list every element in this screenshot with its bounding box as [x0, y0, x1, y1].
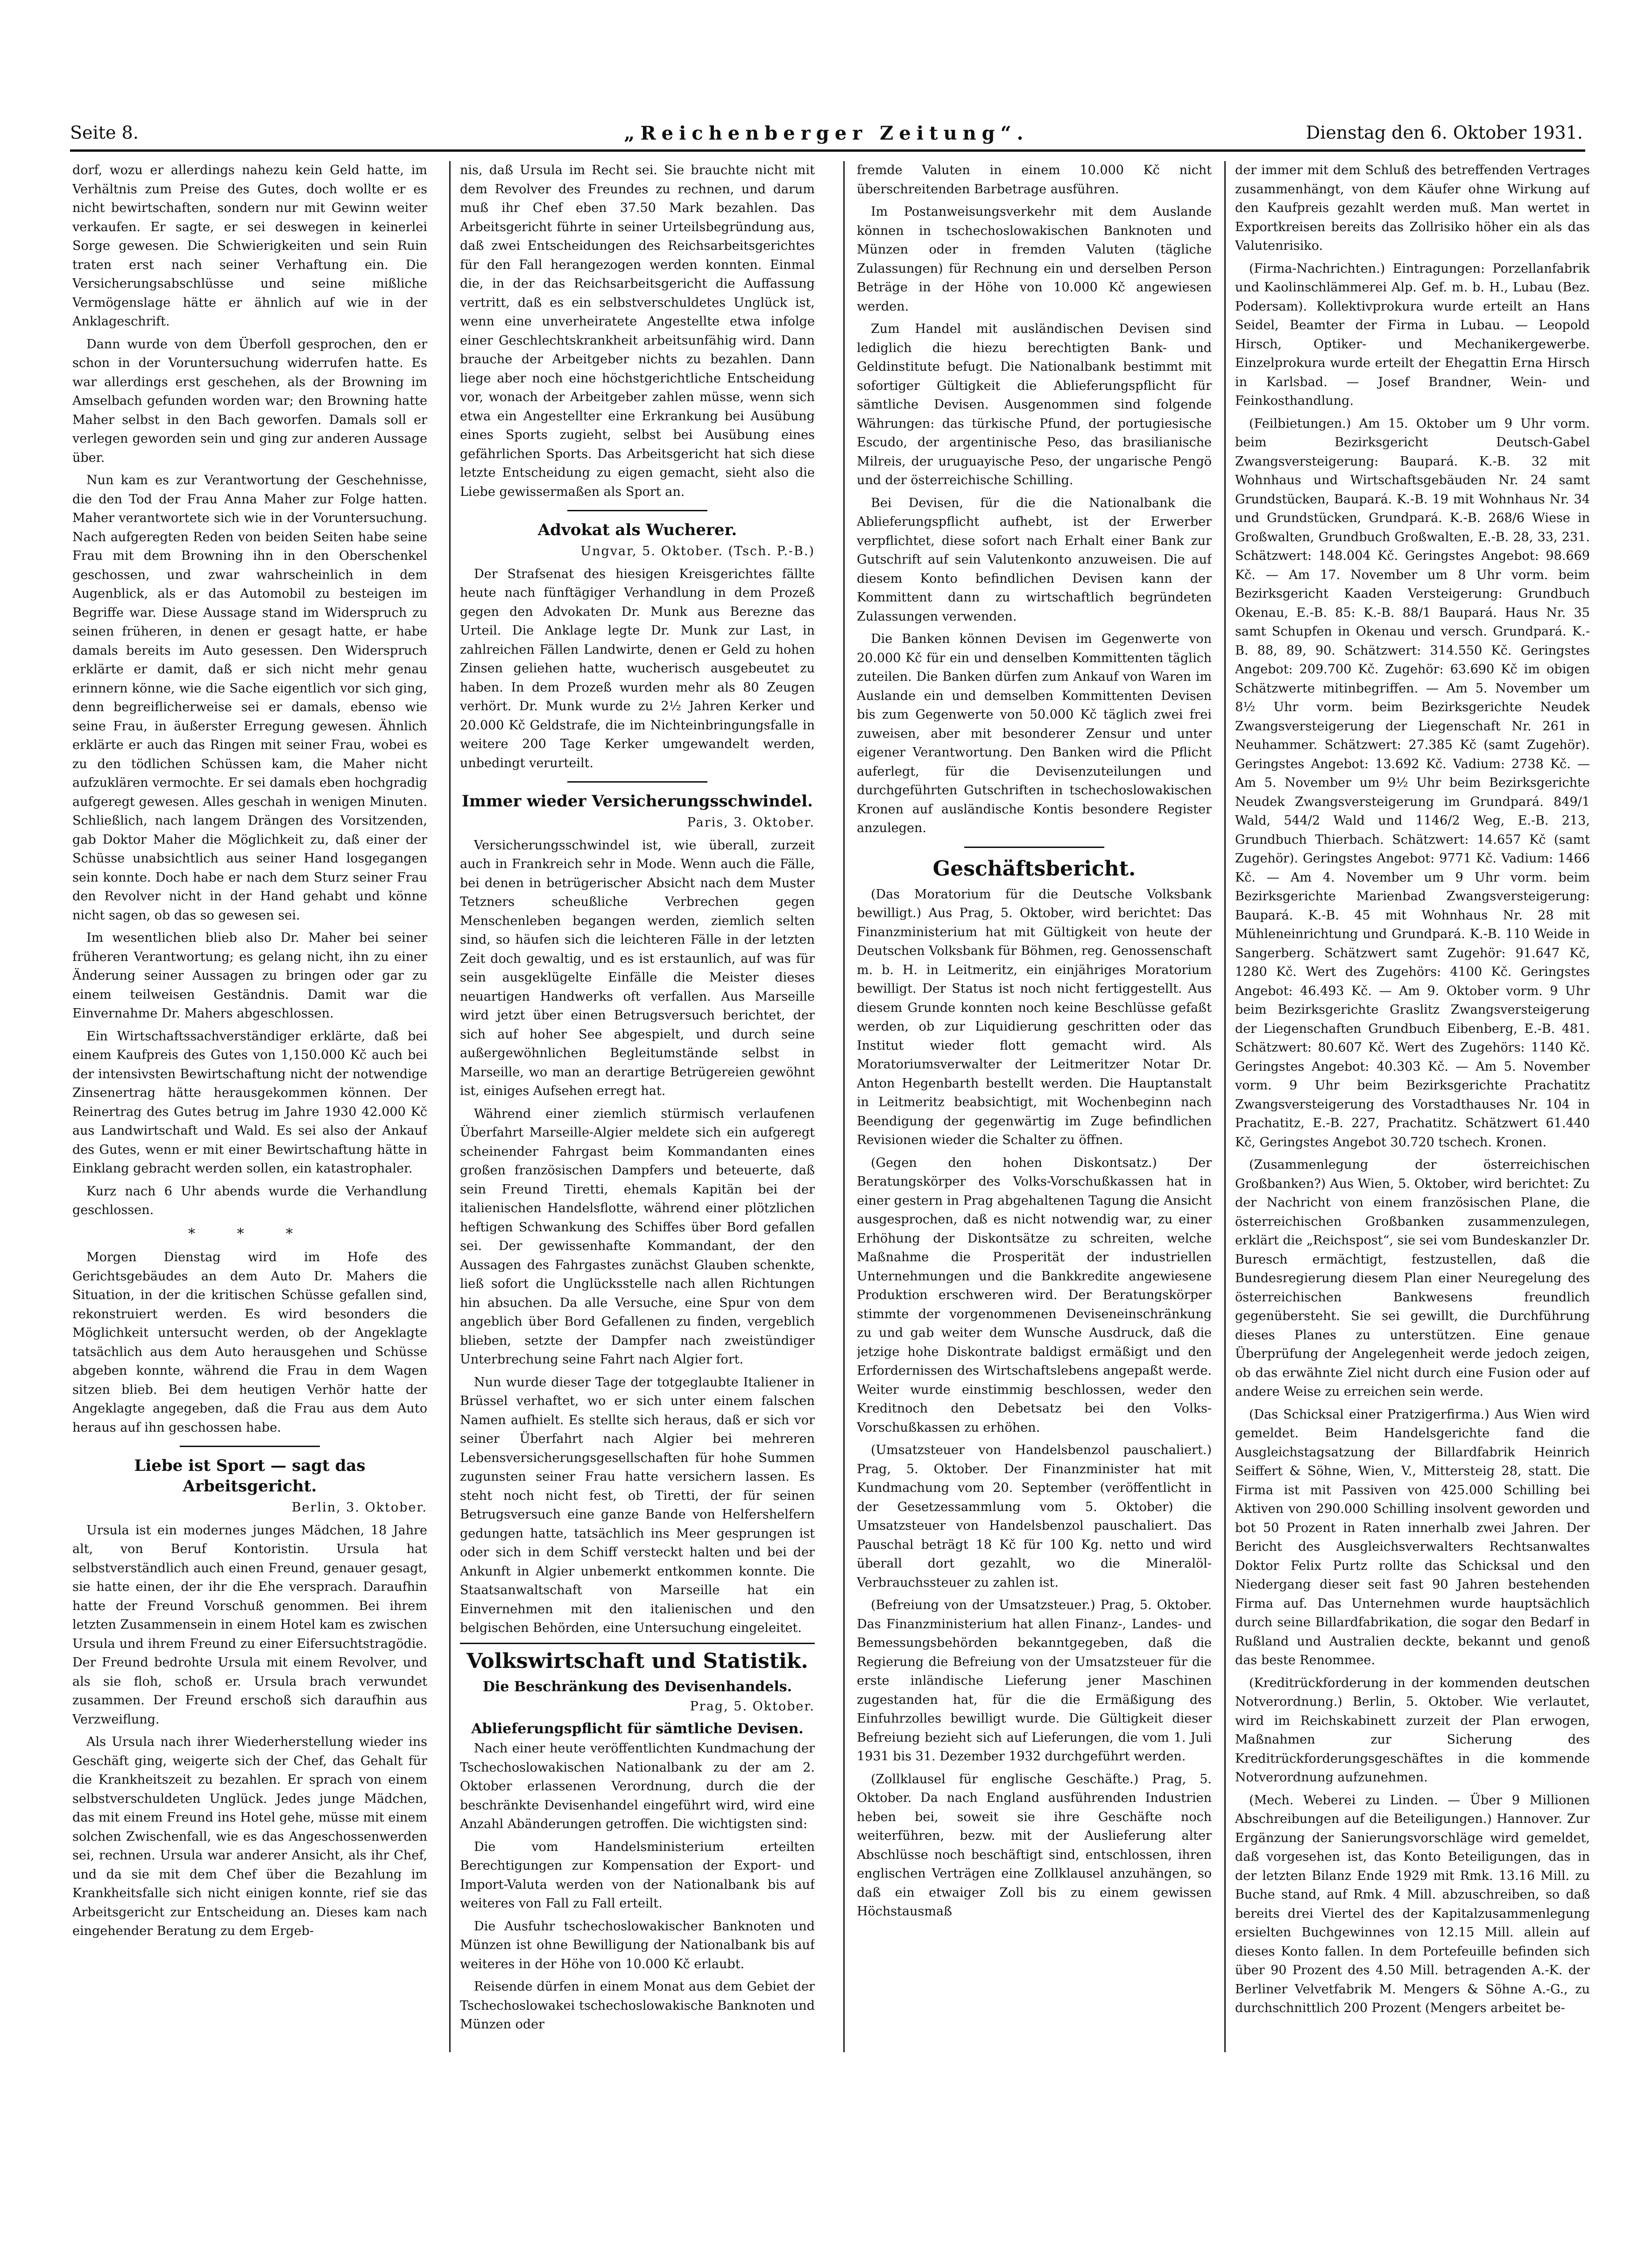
dateline: Berlin, 3. Oktober. [291, 1500, 427, 1515]
article-separator [567, 781, 707, 783]
article-headline: Liebe ist Sport — sagt das Arbeitsgericht. [134, 1456, 366, 1496]
article-paragraph: der immer mit dem Schluß des betreffenden Vertrages zusammenhängt, von dem Käufer ohne Wirkung auf den Kaufpreis gezahlt werden muß. Man wertet in Exportkreisen bereits das Zollrisiko höher ein als das Valutenrisiko. [1235, 163, 1590, 253]
article-paragraph: Versicherungsschwindel ist, wie überall, zurzeit auch in Frankreich sehr in Mode. Wenn auch die Fälle, bei denen in betrügerischer Absicht nach dem Muster Tetzners scheußliche Verbrechen gegen Menschenleben begangen werden, ziemlich selten sind, so häufen sich die leichteren Fälle in der letzten Zeit doch gewaltig, und es ist erstaunlich, auf was für sein ausgeklügelte Einfälle die Meister dieses neuartigen Handwerks oft verfallen. Aus Marseille wird jetzt über einen Betrugsversuch berichtet, der sich auf hoher See abgespielt, und durch seine außergewöhnlichen Begleitumstände selbst in Marseille, wo man an derartige Betrügereien gewöhnt ist, einiges Aufsehen erregt hat. [460, 838, 815, 1098]
article-paragraph: (Befreiung von der Umsatzsteuer.) Prag, 5. Oktober. Das Finanzministerium hat allen Finanz-, Landes- und Bemessungsbehörden bekanntgegeben, daß die Regierung die Befreiung von der Umsatzsteuer für die erste inländische Lieferung jener Maschinen zugestanden hat, für die die Ermäßigung des Einfuhrzolles bewilligt wurde. Die Gültigkeit dieser Befreiung bezieht sich auf Lieferungen, die vom 1. Juli 1931 bis 31. Dezember 1932 durchgeführt werden. [857, 1598, 1212, 1764]
section-title: Volkswirtschaft und Statistik. [466, 1649, 808, 1673]
article-paragraph: (Gegen den hohen Diskontsatz.) Der Beratungskörper des Volks-Vorschußkassen hat in einer gestern in Prag abgehaltenen Tagung die Ansicht ausgesprochen, daß es nicht notwendig war, zu einer Erhöhung der Diskontsätze zu schreiten, welche Maßnahme die Prosperität der industriellen Unternehmungen und die Bankkredite angewiesene Produktion erschweren wird. Der Beratungskörper stimmte der vorgenommenen Deviseneinschränkung zu und gab weiter dem Wunsche Ausdruck, daß die jetzige hohe Diskontrate baldigst ermäßigt und den Erfordernissen des Wirtschaftslebens angepaßt werde. Weiter wurde einstimmig beschlossen, weder den Kreditnoch den Debetsatz bei den Volks-Vorschußkassen zu erhöhen. [857, 1155, 1212, 1435]
article-paragraph: Während einer ziemlich stürmisch verlaufenen Überfahrt Marseille-Algier meldete sich ein aufgeregt scheinender Fahrgast beim Kommandanten eines großen französischen Dampfers und beteuerte, daß sein Freund Tiretti, ehemals Kapitän bei der italienischen Handelsflotte, während einer plötzlichen heftigen Schwankung des Schiffes über Bord gefallen sei. Der gewissenhafte Kommandant, der den Aussagen des Fahrgastes zunächst Glauben schenkte, ließ sofort die Unglücksstelle nach allen Richtungen hin absuchen. Da alle Versuche, eine Spur von dem angeblich über Bord Gefallenen zu finden, vergeblich blieben, setzte der Dampfer nach zweistündiger Unterbrechung seine Fahrt nach Algier fort. [460, 1106, 815, 1367]
article-subheadline: Ablieferungspflicht für sämtliche Devisen. [471, 1721, 804, 1737]
column-4 [1235, 161, 1590, 2122]
article-paragraph: (Zusammenlegung der österreichischen Großbanken?) Aus Wien, 5. Oktober, wird berichtet: Zu der Nachricht von einem französischen Plane, die österreichischen Großbanken zusammenzulegen, erklärt die „Reichspost“, sie sei vom Bundeskanzler Dr. Buresch ermächtigt, festzustellen, daß die Bundesregierung diesem Plan einer Neuregelung des österreichischen Bankwesens freundlich gegenübersteht. Sie sei gewillt, die Durchführung dieses Planes zu unterstützen. Eine genaue Überprüfung der Angelegenheit werde jedoch zeigen, ob das erwähnte Ziel nicht durch eine Fusion oder auf andere Weise zu erreichen sein werde. [1235, 1158, 1590, 1399]
article-paragraph: Im wesentlichen blieb also Dr. Maher bei seiner früheren Verantwortung; es gelang nicht, ihn zu einer Änderung seiner Aussagen zu bringen oder gar zu einem teilweisen Geständnis. Damit war die Einvernahme Dr. Mahers abgeschlossen. [72, 931, 427, 1021]
article-paragraph: nis, daß Ursula im Recht sei. Sie brauchte nicht mit dem Revolver des Freundes zu rechnen, und darum muß ihr Chef eben 37.50 Mark bezahlen. Das Arbeitsgericht führte in seiner Urteilsbegründung aus, daß zwei Entscheidungen des Reichsarbeitsgerichtes für den Fall herangezogen werden konnten. Einmal die, in der das Reichsarbeitsgericht die Auffassung vertritt, daß es ein selbstverschuldetes Unglück ist, wenn eine unverheiratete Angestellte etwa infolge einer Geschlechtskrankheit arbeitsunfähig wird. Dann brauche der Arbeitgeber nichts zu bezahlen. Dann liege aber noch eine höchstgerichtliche Entscheidung vor, wonach der Arbeitgeber zahlen müsse, wenn sich etwa ein Angestellter eine Erkrankung bei Ausübung eines Sports zugieht, selbst bei Ausübung eines gefährlichen Sports. Das Arbeitsgericht hat sich diese letzte Entscheidung zu eigen gemacht, sieht also die Liebe gewissermaßen als Sport an. [460, 163, 815, 499]
article-paragraph: Dann wurde von dem Überfoll gesprochen, den er schon in der Voruntersuchung widerrufen hatte. Es war allerdings erst geschehen, als der Browning im Amselbach gefunden worden war; den Browning hatte Maher selbst in den Bach geworfen. Damals soll er verlegen geworden sein und ging zur anderen Aussage über. [72, 337, 427, 465]
article-paragraph: Als Ursula nach ihrer Wiederherstellung wieder ins Geschäft ging, weigerte sich der Chef, das Gehalt für die Krankheitszeit zu bezahlen. Er sprach von einem selbstverschuldeten Unglück. Jedes junge Mädchen, das mit einem Freund ins Hotel gehe, müsse mit einem solchen Zwischenfall, wie es das Angeschossenwerden sei, rechnen. Ursula war anderer Ansicht, als ihr Chef, und da sie mit dem Chef über die Bezahlung im Krankheitsfalle sich nicht einigen konnte, rief sie das Arbeitsgericht zur Entscheidung an. Dieses kam nach eingehender Beratung zu dem Ergeb- [72, 1735, 427, 1938]
article-paragraph: Reisende dürfen in einem Monat aus dem Gebiet der Tschechoslowakei tschechoslowakische Banknoten und Münzen oder [460, 1979, 815, 2032]
article-paragraph: Nun kam es zur Verantwortung der Geschehnisse, die den Tod der Frau Anna Maher zur Folge hatten. Maher verantwortete sich wie in der Voruntersuchung. Nach aufgeregten Reden von beiden Seiten habe seine Frau mit dem Browning ihn in den Oberschenkel geschossen, und zwar wahrscheinlich in dem Augenblick, als er das Automobil zu besteigen im Begriffe war. Diese Aussage stand im Widerspruch zu seinen früheren, in denen er gesagt hatte, er habe damals bereits im Auto gesessen. Den Widerspruch erklärte er damit, daß er sich nicht mehr genau erinnern könne, wie die Sache eigentlich vor sich ging, denn begreiflicherweise sei er damals, ebenso wie seine Frau, in äußerster Erregung gewesen. Ähnlich erklärte er auch das Ringen mit seiner Frau, wobei es zu den tödlichen Schüssen kam, die Maher nicht aufzuklären vermochte. Er sei damals eben hochgradig aufgeregt gewesen. Alles geschah in wenigen Minuten. Schließlich, nach langem Drängen des Vorsitzenden, gab Doktor Maher die Möglichkeit zu, daß einer der Schüsse unabsichtlich aus seiner Hand losgegangen sein konnte. Doch habe er nach dem Sturz seiner Frau den Revolver nicht in der Hand gehabt und könne nicht sagen, ob das so gewesen sei. [72, 473, 427, 923]
article-paragraph: (Das Schicksal einer Pratzigerfirma.) Aus Wien wird gemeldet. Beim Handelsgerichte fand die Ausgleichstagsatzung der Billardfabrik Heinrich Seiffert & Söhne, Wien, V., Mittersteig 28, statt. Die Firma ist mit Passiven von 425.000 Schilling bei Aktiven von 290.000 Schilling insolvent geworden und bot 50 Prozent in Raten innerhalb zwei Jahren. Der Bericht des Ausgleichsverwalters Rechtsanwaltes Doktor Felix Purtz rollte das Schicksal und den Niedergang dieser seit fast 90 Jahren bestehenden Firma auf. Das Unternehmen wurde hauptsächlich durch seine Billardfabrikation, die sogar den Bedarf in Rußland und Australien deckte, bekannt und genoß das beste Renommee. [1235, 1407, 1590, 1667]
article-headline: Immer wieder Versicherungsschwindel. [461, 792, 813, 811]
article-paragraph: (Das Moratorium für die Deutsche Volksbank bewilligt.) Aus Prag, 5. Oktober, wird berichtet: Das Finanzministerium hat mit Gültigkeit von heute der Deutschen Volksbank für Böhmen, reg. Genossenschaft m. b. H. in Leitmeritz, ein einjähriges Moratorium bewilligt. Der Status ist noch nicht fertiggestellt. Aus diesem Grunde konnten noch keine Beschlüsse gefaßt werden, ob zur Liquidierung geschritten oder das Institut wieder flott gemacht wird. Als Moratoriumsverwalter der Leitmeritzer Notar Dr. Anton Hegenbarth bestellt werden. Die Hauptanstalt in Leitmeritz beabsichtigt, mit Wochenbeginn nach Beendigung der gegenwärtig im Zuge befindlichen Revisionen wieder die Schalter zu öffnen. [857, 887, 1212, 1147]
article-paragraph: Morgen Dienstag wird im Hofe des Gerichtsgebäudes an dem Auto Dr. Mahers die Situation, in der die kritischen Schüsse gefallen sind, rekonstruiert werden. Es wird besonders die Möglichkeit untersucht werden, ob der Angeklagte tatsächlich aus dem Auto herausgehen und Schüsse abgeben konnte, während die Frau in dem Wagen sitzen blieb. Bei dem heutigen Verhör hatte der Angeklagte angegeben, daß die Frau aus dem Auto heraus auf ihn geschossen habe. [72, 1250, 427, 1435]
dateline: Paris, 3. Oktober. [687, 815, 815, 830]
article-paragraph: Bei Devisen, für die die Nationalbank die Ablieferungspflicht aufhebt, ist der Erwerber verpflichtet, diese sofort nach Erhalt einer Bank zur Gutschrift auf sein Valutenkonto anzuweisen. Die auf diesem Konto befindlichen Devisen kann der Kommittent dann zu wirtschaftlich begründeten Zulassungen verwenden. [857, 495, 1212, 624]
page-number: Seite 8. [70, 122, 139, 143]
section-title: Geschäftsbericht. [932, 856, 1136, 881]
column-3 [857, 161, 1212, 2122]
section-rule [460, 1643, 815, 1644]
article-headline: Die Beschränkung des Devisenhandels. [482, 1678, 792, 1695]
article-separator [180, 1446, 320, 1447]
article-paragraph: dorf, wozu er allerdings nahezu kein Geld hatte, im Verhältnis zum Preise des Gutes, doch wollte er es nicht bewirtschaften, sondern nur mit Gewinn weiter verkaufen. Er sagte, er sei deswegen in keinerlei Sorge gewesen. Die Schwierigkeiten und sein Ruin traten erst nach seiner Verhaftung ein. Die Versicherungsabschlüsse und seine mißliche Vermögenslage hätte er ähnlich auf wie in der Anklageschrift. [72, 163, 427, 329]
article-paragraph: Ein Wirtschaftssachverständiger erklärte, daß bei einem Kaufpreis des Gutes von 1,150.000 Kč auch bei der intensivsten Bewirtschaftung nicht der notwendige Zinsenertrag hätte herausgekommen können. Der Reinertrag des Gutes betrug im Jahre 1930 42.000 Kč aus Landwirtschaft und Wald. Es sei also der Ankauf des Gutes, wenn er mit einer Bewirtschaftung hätte in Einklang gebracht werden sollen, ein katastrophaler. [72, 1029, 427, 1176]
article-paragraph: Kurz nach 6 Uhr abends wurde die Verhandlung geschlossen. [72, 1184, 427, 1217]
dateline: Prag, 5. Oktober. [690, 1699, 815, 1714]
article-paragraph: (Firma-Nachrichten.) Eintragungen: Porzellanfabrik und Kaolinschlämmerei Alp. Gef. m. b. H., Lubau (Bez. Podersam). Kollektivprokura wurde erteilt an Hans Seidel, Beamter der Firma in Lubau. — Leopold Hirsch, Optiker- und Mechanikergewerbe. Einzelprokura wurde erteilt der Ehegattin Erna Hirsch in Karlsbad. — Josef Brandner, Wein- und Feinkosthandlung. [1235, 261, 1590, 408]
column-divider [1224, 161, 1226, 2052]
section-stars: * * * [188, 1225, 312, 1242]
article-paragraph: (Umsatzsteuer von Handelsbenzol pauschaliert.) Prag, 5. Oktober. Der Finanzminister hat mit Kundmachung vom 20. September (veröffentlicht in der Gesetzessammlung vom 5. Oktober) die Umsatzsteuer von Handelsbenzol pauschaliert. Das Pauschal beträgt 18 Kč für 100 Kg. netto und wird überall dort gezahlt, wo die Mineralöl-Verbrauchssteuer zu zahlen ist. [857, 1443, 1212, 1590]
article-paragraph: Ursula ist ein modernes junges Mädchen, 18 Jahre alt, von Beruf Kontoristin. Ursula hat selbstverständlich auch einen Freund, genauer gesagt, sie hatte einen, der ihr die Ehe versprach. Daraufhin hatte der Freund Vorschuß genommen. Bei ihrem letzten Zusammensein in einem Hotel kam es zwischen Ursula und ihrem Freund zu einer Eifersuchtstragödie. Der Freund bedrohte Ursula mit einem Revolver, und als sie floh, schoß er. Ursula brach verwundet zusammen. Der Freund erschoß sich daraufhin aus Verzweiflung. [72, 1523, 427, 1727]
article-paragraph: (Mech. Weberei zu Linden. — Über 9 Millionen Abschreibungen auf die Beteiligungen.) Hannover. Zur Ergänzung der Sanierungsvorschläge wird gemeldet, daß vorgesehen ist, das Konto Beteiligungen, das in der letzten Bilanz Ende 1929 mit Rmk. 13.16 Mill. zu Buche stand, auf Rmk. 4 Mill. abzuschreiben, so daß bereits drei Viertel des der Kapitalzusammenlegung ersielten Buchgewinnes von 12.15 Mill. allein auf dieses Konto fallen. In dem Portefeuille befinden sich über 90 Prozent des 4.50 Mill. betragenden A.-K. der Berliner Velvetfabrik M. Mengers & Söhne A.-G., zu durchschnittlich 200 Prozent (Mengers arbeitet be- [1235, 1793, 1590, 2015]
article-paragraph: Die Ausfuhr tschechoslowakischer Banknoten und Münzen ist ohne Bewilligung der Nationalbank bis auf weiteres in der Höhe von 10.000 Kč erlaubt. [460, 1919, 815, 1971]
column-2 [460, 161, 815, 2122]
article-paragraph: Die Banken können Devisen im Gegenwerte von 20.000 Kč für ein und denselben Kommittenten täglich zuteilen. Die Banken dürfen zum Ankauf von Waren im Auslande ein und demselben Kommittenten Devisen bis zum Gegenwerte von 50.000 Kč täglich zwei frei zuweisen, aber mit besonderer Zensur und unter eigener Verantwortung. Den Banken wird die Pflicht auferlegt, für die Devisenzuteilungen und durchgeführten Gutschriften in tschechoslowakischen Kronen auf ausländische Kontis besondere Register anzulegen. [857, 632, 1212, 835]
article-paragraph: Nun wurde dieser Tage der totgeglaubte Italiener in Brüssel verhaftet, wo er sich unter einem falschen Namen aufhielt. Es stellte sich heraus, daß er sich vor seiner Überfahrt nach Algier bei mehreren Lebensversicherungsgesellschaften für hohe Summen zugunsten seiner Frau hatte versichern lassen. Es steht noch nicht fest, ob Tiretti, der für seinen Betrugsversuch eine ganze Bande von Helfershelfern gedungen hatte, tatsächlich ins Meer gesprungen ist oder sich in dem Schiff versteckt halten und bei der Ankunft in Algier unbemerkt entkommen konnte. Die Staatsanwaltschaft von Marseille hat ein Einvernehmen mit den italienischen und den belgischen Behörden, eine Untersuchung eingeleitet. [460, 1375, 815, 1635]
article-paragraph: Nach einer heute veröffentlichten Kundmachung der Tschechoslowakischen Nationalbank zu der am 2. Oktober erlassenen Verordnung, durch die der beschränkte Devisenhandel eingeführt wird, wird eine Anzahl Abänderungen getroffen. Die wichtigsten sind: [460, 1741, 815, 1831]
article-paragraph: Im Postanweisungsverkehr mit dem Auslande können in tschechoslowakischen Banknoten und Münzen oder in fremden Valuten (tägliche Zulassungen) für Rechnung ein und derselben Person Beträge in der Höhe von 10.000 Kč angewiesen werden. [857, 205, 1212, 314]
column-divider [843, 161, 845, 2052]
article-paragraph: (Kreditrückforderung in der kommenden deutschen Notverordnung.) Berlin, 5. Oktober. Wie verlautet, wird im Reichskabinett zurzeit der Plan erwogen, Maßnahmen zur Sicherung des Kreditrückforderungsgeschäftes in die kommende Notverordnung aufzunehmen. [1235, 1675, 1590, 1785]
article-paragraph: Der Strafsenat des hiesigen Kreisgerichtes fällte heute nach fünftägiger Verhandlung in dem Prozeß gegen den Advokaten Dr. Munk aus Berezne das Urteil. Die Anklage legte Dr. Munk zur Last, in zahlreichen Fällen Landwirte, denen er Geld zu hohen Zinsen geliehen hatte, wucherisch ausgebeutet zu haben. In dem Prozeß wurden mehr als 80 Zeugen verhört. Dr. Munk wurde zu 2½ Jahren Kerker und 20.000 Kč Geldstrafe, die im Nichteinbringungsfalle in weitere 200 Tage Kerker umgewandelt werden, unbedingt verurteilt. [460, 566, 815, 770]
article-separator [567, 510, 707, 511]
article-paragraph: fremde Valuten in einem 10.000 Kč nicht überschreitenden Barbetrage ausführen. [857, 163, 1212, 197]
article-paragraph: Die vom Handelsministerium erteilten Berechtigungen zur Kompensation der Export- und Import-Valuta werden von der Nationalbank bis auf weiteres von Fall zu Fall erteilt. [460, 1839, 815, 1911]
article-separator [964, 847, 1104, 848]
page-header [70, 122, 1583, 150]
header-rule [70, 149, 1585, 152]
issue-date: Dienstag den 6. Oktober 1931. [1306, 122, 1583, 143]
column-1 [72, 161, 427, 2122]
article-paragraph: (Feilbietungen.) Am 15. Oktober um 9 Uhr vorm. beim Bezirksgericht Deutsch-Gabel Zwangsversteigerung: Baupará. K.-B. 32 mit Wohnhaus und Wirtschaftsgebäuden Nr. 24 samt Grundstücken, Baupará. K.-B. 19 mit Wohnhaus Nr. 34 und Grundstücken, Grundpará. K.-B. 268/6 Wiese in Großwalten, Grundbuch Großwalten, E.-B. 28, 33, 231. Schätzwert: 148.004 Kč. Geringstes Angebot: 98.669 Kč. — Am 17. November um 8 Uhr vorm. beim Bezirksgericht Kaaden Versteigerung: Grundbuch Okenau, E.-B. 85: K.-B. 88/1 Baupará. Haus Nr. 35 samt Schupfen in Okenau und versch. Grundpará. K.-B. 88, 89, 90. Schätzwert: 314.550 Kč. Geringstes Angebot: 209.700 Kč. Zugehör: 63.690 Kč im obigen Schätzwerte mitinbegriffen. — Am 5. November um 8½ Uhr vorm. beim Bezirksgerichte Neudek Zwangsversteigerung der Liegenschaft Nr. 261 in Neuhammer. Schätzwert: 27.385 Kč (samt Zugehör). Geringstes Angebot: 13.692 Kč. Vadium: 2738 Kč. — Am 5. November um 9½ Uhr beim Bezirksgerichte Neudek Zwangsversteigerung im Grundpará. 849/1 Wald, 544/2 Wald und 1146/2 Weg, E.-B. 213, Grundbuch Thierbach. Schätzwert: 14.657 Kč (samt Zugehör). Geringstes Angebot: 9771 Kč. Vadium: 1466 Kč. — Am 4. November um 9 Uhr vorm. beim Bezirksgerichte Marienbad Zwangsversteigerung: Baupará. K.-B. 45 mit Wohnhaus Nr. 28 mit Mühleneinrichtung und Grundpará. K.-B. 110 Weide in Sangerberg. Schätzwert samt Zugehör: 91.647 Kč, 1280 Kč. Wert des Zugehörs: 4100 Kč. Geringstes Angebot: 46.493 Kč. — Am 9. Oktober vorm. 9 Uhr beim Bezirksgerichte Graslitz Zwangsversteigerung der Liegenschaften Grundbuch Eibenberg, E.-B. 481. Schätzwert: 80.607 Kč. Wert des Zugehörs: 1140 Kč. Geringstes Angebot: 40.303 Kč. — Am 5. November vorm. 9 Uhr beim Bezirksgerichte Prachatitz Zwangsversteigerung des Vorstadthauses Nr. 104 in Prachatitz, E.-B. 227, Prachatitz. Schätzwert 61.440 Kč, Geringstes Angebot 30.720 tschech. Kronen. [1235, 416, 1590, 1150]
column-divider [449, 161, 451, 2052]
dateline: Ungvar, 5. Oktober. (Tsch. P.-B.) [580, 544, 815, 558]
newspaper-title: „Reichenberger Zeitung“. [624, 122, 1029, 144]
article-paragraph: (Zollklausel für englische Geschäfte.) Prag, 5. Oktober. Da nach England ausführenden Industrien heben bei, soweit sie ihre Geschäfte noch weiterführen, bezw. mit der Auslieferung alter Abschlüsse noch beschäftigt sind, entschlossen, ihren englischen Verträgen eine Zollklausel anzuhängen, so daß ein etwaiger Zoll bis zu einem gewissen Höchstausmaß [857, 1772, 1212, 1919]
article-headline: Advokat als Wucherer. [537, 521, 737, 539]
article-paragraph: Zum Handel mit ausländischen Devisen sind lediglich die hiezu berechtigten Bank- und Geldinstitute befugt. Die Nationalbank bestimmt mit sofortiger Gültigkeit die Ablieferungspflicht für sämtliche Devisen. Ausgenommen sind folgende Währungen: das türkische Pfund, der portugiesische Escudo, der argentinische Peso, das brasilianische Milreis, der uruguayische Peso, der ungarische Pengö und der österreichische Schilling. [857, 322, 1212, 487]
